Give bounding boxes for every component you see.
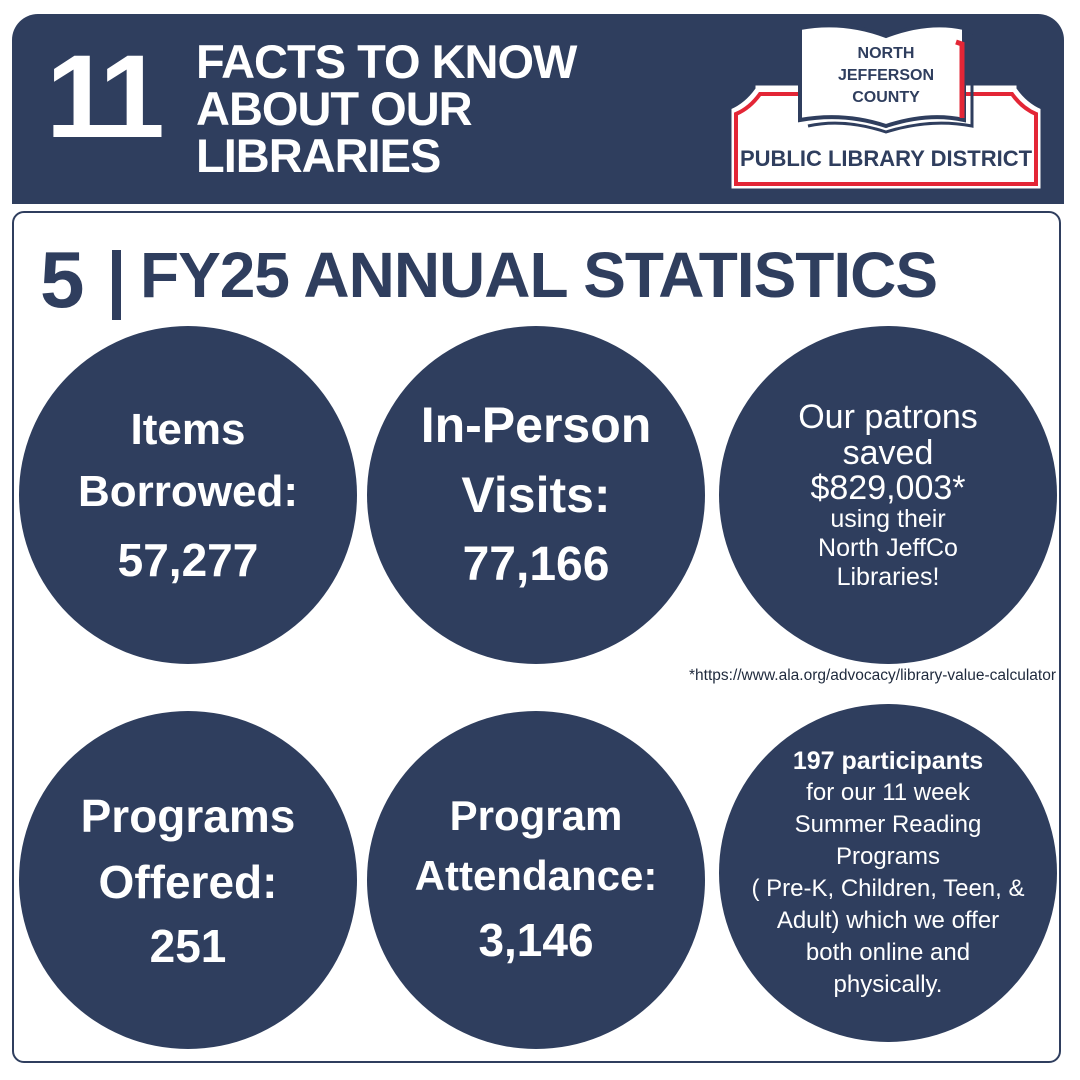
savings-amount: $829,003* [810, 468, 966, 507]
section-title: FY25 ANNUAL STATISTICS [140, 239, 938, 311]
stat-label: Programs Offered: [80, 790, 296, 908]
stat-value: 3,146 [478, 914, 594, 966]
stat-summer-reading [719, 704, 1057, 1042]
stat-items-borrowed [19, 326, 357, 664]
library-district-logo [724, 22, 1048, 192]
stat-value: 57,277 [117, 534, 259, 586]
section-divider [112, 250, 121, 320]
stat-programs-offered [19, 711, 357, 1049]
logo-line-county: COUNTY [852, 89, 920, 106]
logo-banner-text: PUBLIC LIBRARY DISTRICT [739, 146, 1033, 171]
section-number: 5 [40, 235, 85, 324]
stat-in-person-visits [367, 326, 705, 664]
logo-line-jefferson: JEFFERSON [837, 67, 935, 84]
savings-intro: Our patrons saved [798, 397, 978, 472]
savings-outro: using their North JeffCo Libraries! [818, 504, 958, 591]
reading-description: for our 11 week Summer Reading Programs ( Pre-K, Children, Teen, & Adult) which we offer both online and physically. [751, 779, 1025, 998]
page-headline: FACTS TO KNOW ABOUT OUR LIBRARIES [196, 35, 577, 182]
footnote-source: *https://www.ala.org/advocacy/library-value-calculator [689, 667, 1056, 684]
stat-label: In-Person Visits: [420, 397, 652, 523]
stat-value: 251 [149, 920, 227, 972]
stat-label: Items Borrowed: [78, 405, 298, 516]
facts-count: 11 [46, 31, 159, 163]
reading-participants: 197 participants [792, 747, 984, 775]
stat-value: 77,166 [462, 538, 610, 591]
stat-program-attendance [367, 711, 705, 1049]
stat-patron-savings [719, 326, 1057, 664]
logo-line-north: NORTH [857, 45, 915, 62]
stat-label: Program Attendance: [414, 792, 658, 899]
